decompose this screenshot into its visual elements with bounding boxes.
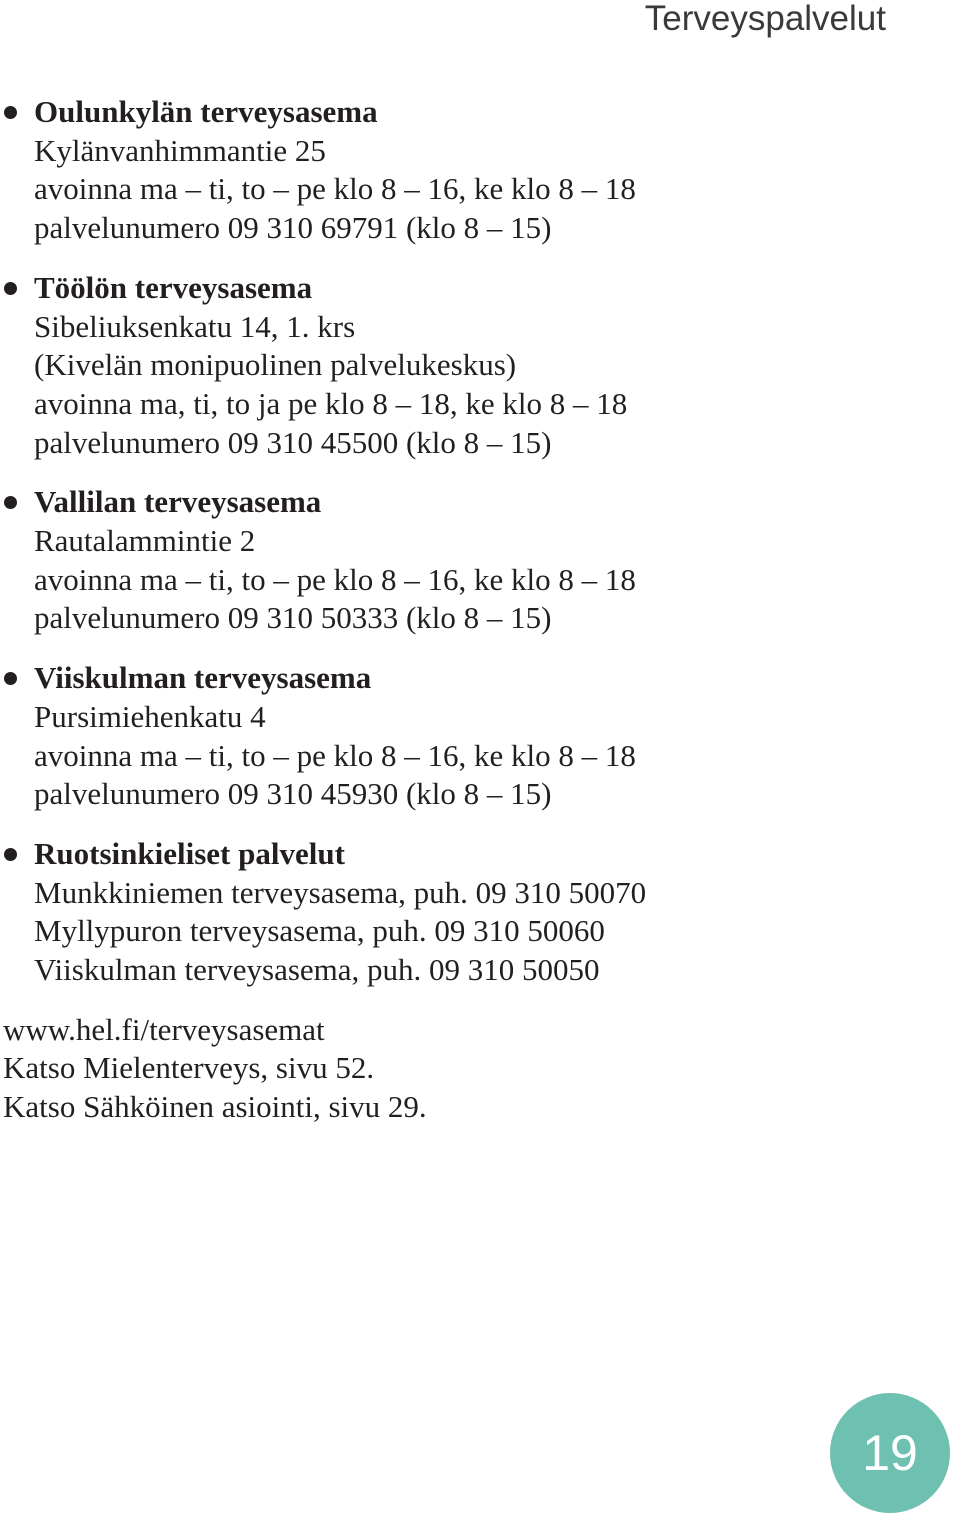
entry-title: Töölön terveysasema: [34, 269, 313, 305]
website-link[interactable]: www.hel.fi/terveysasemat: [3, 1011, 325, 1047]
cross-reference: Katso Mielenterveys, sivu 52.: [3, 1050, 375, 1086]
bullet-icon: [4, 672, 17, 685]
entry-title: Ruotsinkieliset palvelut: [34, 835, 345, 871]
entry-title: Vallilan terveysasema: [34, 484, 322, 520]
list-item: [0, 659, 940, 814]
entry-address: Pursimiehenkatu 4: [34, 698, 266, 734]
list-item: [0, 835, 940, 990]
entry-location-note: (Kivelän monipuolinen palvelukeskus): [34, 347, 517, 383]
bullet-icon: [4, 282, 17, 295]
health-stations-list: [0, 93, 940, 1127]
cross-reference: Katso Sähköinen asiointi, sivu 29.: [3, 1089, 427, 1125]
page-number-badge: 19: [830, 1393, 950, 1513]
section-title: Terveyspalvelut: [644, 0, 886, 38]
entry-phone: palvelunumero 09 310 45930 (klo 8 – 15): [34, 776, 552, 812]
entry-contact: Munkkiniemen terveysasema, puh. 09 310 50070: [34, 874, 647, 910]
bullet-icon: [4, 848, 17, 861]
entry-title: Viiskulman terveysasema: [34, 660, 372, 696]
entry-address: Sibeliuksenkatu 14, 1. krs: [34, 308, 356, 344]
entry-address: Rautalammintie 2: [34, 523, 256, 559]
entry-contact: Viiskulman terveysasema, puh. 09 310 50050: [34, 952, 600, 988]
entry-contact: Myllypuron terveysasema, puh. 09 310 50060: [34, 913, 605, 949]
entry-hours: avoinna ma – ti, to – pe klo 8 – 16, ke klo 8 – 18: [34, 171, 636, 207]
bullet-icon: [4, 106, 17, 119]
entry-phone: palvelunumero 09 310 50333 (klo 8 – 15): [34, 600, 552, 636]
entry-phone: palvelunumero 09 310 69791 (klo 8 – 15): [34, 210, 552, 246]
entry-title: Oulunkylän terveysasema: [34, 94, 378, 129]
list-item: [0, 93, 940, 248]
bullet-icon: [4, 496, 17, 509]
entry-hours: avoinna ma, ti, to ja pe klo 8 – 18, ke klo 8 – 18: [34, 385, 628, 421]
entry-address: Kylänvanhimmantie 25: [34, 132, 326, 168]
list-item: [0, 483, 940, 638]
entry-hours: avoinna ma – ti, to – pe klo 8 – 16, ke klo 8 – 18: [34, 737, 636, 773]
footer-notes: [0, 1011, 940, 1127]
entry-phone: palvelunumero 09 310 45500 (klo 8 – 15): [34, 424, 552, 460]
list-item: [0, 269, 940, 463]
entry-hours: avoinna ma – ti, to – pe klo 8 – 16, ke klo 8 – 18: [34, 561, 636, 597]
